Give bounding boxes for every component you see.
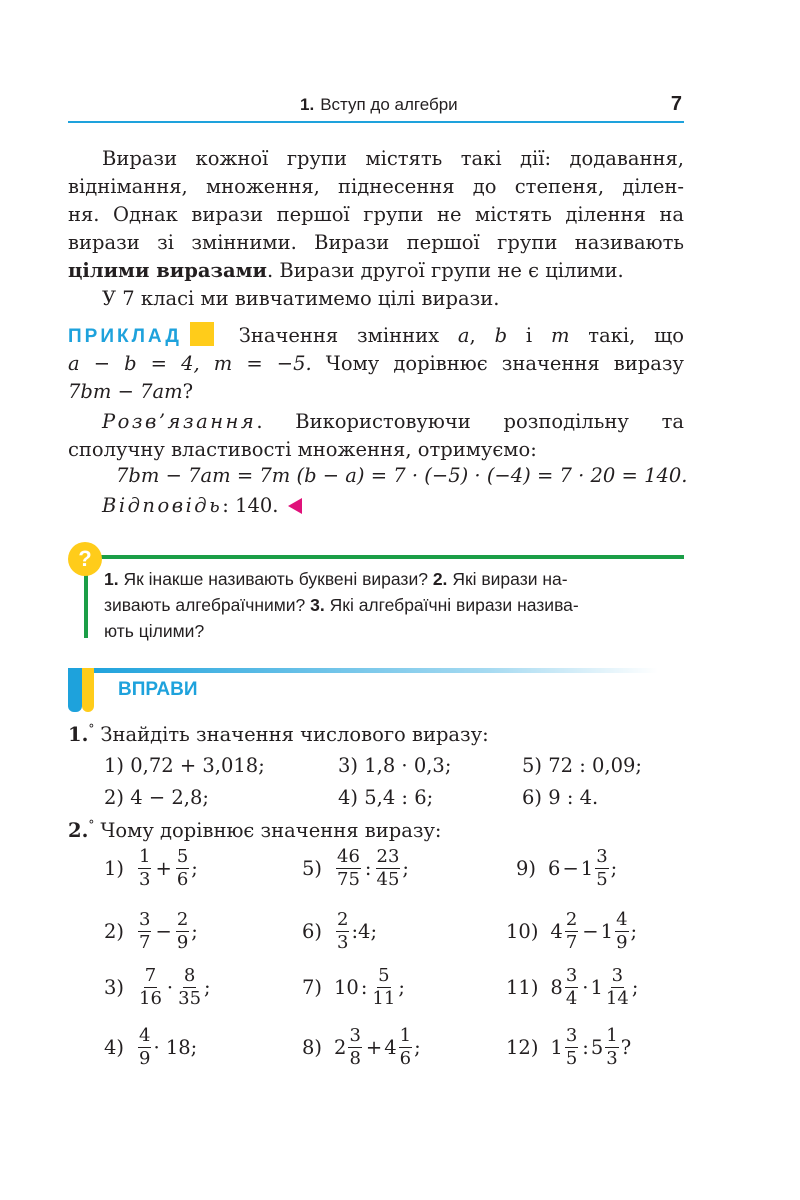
answer-line: Відповідь: 140. [68, 492, 684, 520]
page-header [68, 93, 684, 123]
solution-label: Розв’язання [102, 410, 257, 433]
fraction: $\frac{5}{11}$ [372, 964, 396, 1009]
fraction: $\frac{1}{3}$ [139, 845, 151, 890]
task-2-item: 11) 8 $\frac{3}{4}$ · 1 $\frac{3}{14}$ ; [506, 964, 639, 1009]
fraction: $\frac{3}{7}$ [139, 908, 151, 953]
task-2-heading: 2.° Чому дорівнює значення виразу: [68, 818, 442, 842]
task-2-item: 3) $\frac{7}{16}$ · $\frac{8}{35}$ ; [104, 964, 211, 1009]
task-2-item: 8) 2 $\frac{3}{8}$ + 4 $\frac{1}{6}$ ; [302, 1024, 421, 1069]
task-2-item: 2) $\frac{3}{7}$ − $\frac{2}{9}$ ; [104, 908, 198, 953]
fraction: $\frac{1}{6}$ [399, 1024, 412, 1069]
intro-line-3: ня. Однак вирази першої групи не містять ділення на [68, 203, 684, 226]
fraction: $\frac{4}{9}$ [139, 1024, 151, 1069]
yellow-square-icon [190, 322, 214, 346]
question-mark-icon: ? [68, 542, 102, 576]
page-number: 7 [670, 93, 682, 115]
exercises-tab-blue [68, 668, 82, 712]
fraction: $\frac{3}{8}$ [349, 1024, 361, 1069]
exercises-tab-yellow [82, 668, 94, 712]
solution-line-1: Розв’язання. Використовуючи розподільну та [102, 410, 684, 433]
task-2-item: 6) $\frac{2}{3}$ :4; [302, 908, 378, 953]
fraction: $\frac{3}{14}$ [605, 964, 629, 1009]
task-1-item: 4) 5,4 : 6; [338, 786, 434, 809]
fraction: $\frac{7}{16}$ [139, 964, 162, 1009]
task-2-item: 12) 1 $\frac{3}{5}$ : 5 $\frac{1}{3}$ ? [506, 1024, 632, 1069]
fraction: $\frac{4}{9}$ [616, 908, 628, 953]
fraction: $\frac{23}{45}$ [376, 845, 400, 890]
task-1-item: 1) 0,72 + 3,018; [104, 754, 265, 777]
fraction: $\frac{3}{5}$ [565, 1024, 578, 1069]
example-label: ПРИКЛАД [68, 326, 182, 347]
intro-line-5: цілими виразами. Вирази другої групи не є цілими. [68, 259, 624, 282]
task-2-item: 4) $\frac{4}{9}$ · 18; [104, 1024, 198, 1069]
chapter-title: 1. Вступ до алгебри [300, 95, 458, 114]
fraction: $\frac{2}{3}$ [337, 908, 349, 953]
question-line-1: 1. Як інакше називають буквені вирази? 2. Які вирази на- [104, 569, 568, 589]
solution-formula: 7bm − 7am = 7m (b − a) = 7 · (−5) · (−4) = 7 · 20 = 140. [116, 464, 688, 487]
intro-line-6: У 7 класі ми вивчатимемо цілі вирази. [102, 287, 500, 310]
solution-line-2: сполучну властивості множення, отримуємо: [68, 438, 537, 461]
task-2-item: 10) 4 $\frac{2}{7}$ − 1 $\frac{4}{9}$ ; [506, 908, 638, 953]
intro-line-1: Вирази кожної групи містять такі дії: додавання, [102, 147, 684, 170]
task-2-item: 7) 10 : $\frac{5}{11}$ ; [302, 964, 405, 1009]
term-whole-expressions: цілими виразами [68, 259, 267, 282]
task-1-item: 2) 4 − 2,8; [104, 786, 209, 809]
task-1-item: 6) 9 : 4. [522, 786, 599, 809]
task-2-item: 1) $\frac{1}{3}$ + $\frac{5}{6}$ ; [104, 845, 198, 890]
intro-line-2: віднімання, множення, піднесення до степеня, ділен- [68, 175, 684, 198]
fraction: $\frac{8}{35}$ [178, 964, 202, 1009]
task-1-item: 3) 1,8 · 0,3; [338, 754, 452, 777]
fraction: $\frac{1}{3}$ [606, 1024, 618, 1069]
fraction: $\frac{3}{4}$ [565, 964, 578, 1009]
example-line-3: 7bm − 7am? [68, 380, 194, 403]
exercises-title: ВПРАВИ [118, 679, 198, 700]
fraction: $\frac{3}{5}$ [596, 845, 608, 890]
fraction: $\frac{5}{6}$ [176, 845, 189, 890]
example-line-2: a − b = 4, m = −5. Чому дорівнює значення виразу [68, 352, 684, 375]
fraction: $\frac{2}{9}$ [176, 908, 189, 953]
question-line-3: ють цілими? [104, 621, 205, 641]
exercises-rule [88, 668, 658, 673]
question-line-2: зивають алгебраїчними? 3. Які алгебраїчні вирази назива- [104, 595, 579, 615]
questions-side-rule [84, 570, 88, 638]
questions-top-rule [86, 555, 684, 559]
intro-line-4: вирази зі змінними. Вирази першої групи називають [68, 231, 684, 254]
task-1-heading: 1.° Знайдіть значення числового виразу: [68, 722, 489, 746]
example-line-1: ПРИКЛАД Значення змінних a, b і m такі, що [68, 324, 685, 347]
task-1-item: 5) 72 : 0,09; [522, 754, 642, 777]
fraction: $\frac{2}{7}$ [565, 908, 578, 953]
fraction: $\frac{46}{75}$ [337, 845, 360, 890]
answer-label: Відповідь [102, 494, 223, 517]
end-marker-triangle-icon [288, 498, 302, 514]
task-2-item: 5) $\frac{46}{75}$ : $\frac{23}{45}$ ; [302, 845, 409, 890]
task-2-item: 9) 6 − 1 $\frac{3}{5}$ ; [516, 845, 618, 890]
